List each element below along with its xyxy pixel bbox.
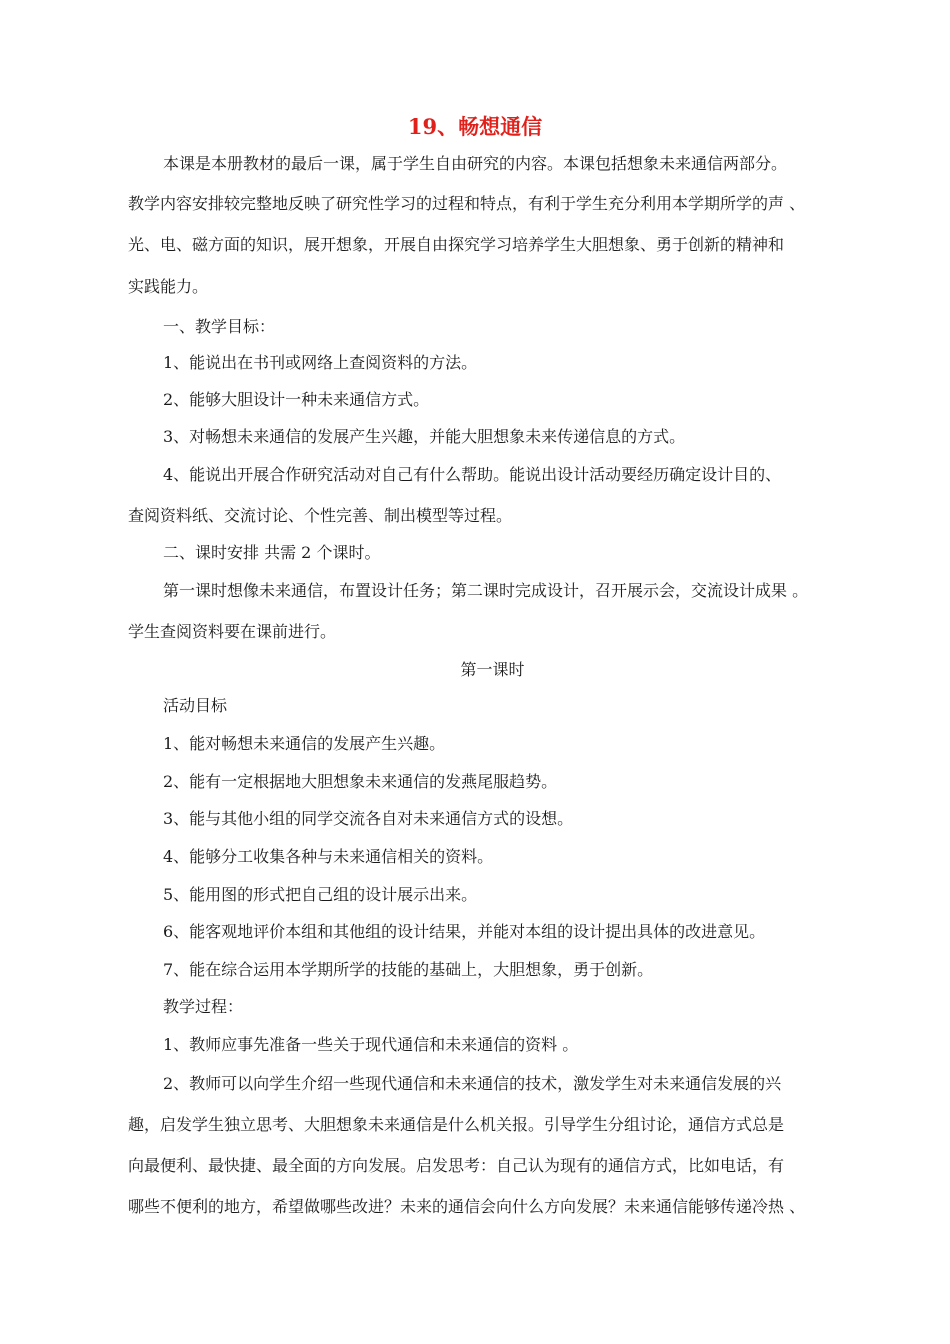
paragraph-line: 教学内容安排较完整地反映了研究性学习的过程和特点，有利于学生充分利用本学期所学的声 、 <box>128 194 806 213</box>
paragraph-line: 趣，启发学生独立思考、大胆想象未来通信是什么机关报。引导学生分组讨论，通信方式总是 <box>128 1115 785 1134</box>
list-item-continued: 查阅资料纸、交流讨论、个性完善、制出模型等过程。 <box>128 506 513 525</box>
list-item: 2、能够大胆设计一种未来通信方式。 <box>163 390 430 409</box>
list-item: 5、能用图的形式把自己组的设计展示出来。 <box>163 885 478 904</box>
list-item: 4、能说出开展合作研究活动对自己有什么帮助。能说出设计活动要经历确定设计目的、 <box>163 465 782 484</box>
paragraph-line: 哪些不便利的地方，希望做哪些改进？未来的通信会向什么方向发展？未来通信能够传递冷热 、 <box>128 1197 806 1216</box>
list-item: 2、能有一定根据地大胆想象未来通信的发燕尾服趋势。 <box>163 772 558 791</box>
section-heading: 活动目标 <box>163 696 228 715</box>
list-item: 1、能对畅想未来通信的发展产生兴趣。 <box>163 734 446 753</box>
list-item: 6、能客观地评价本组和其他组的设计结果，并能对本组的设计提出具体的改进意见。 <box>163 922 766 941</box>
paragraph-line: 本课是本册教材的最后一课，属于学生自由研究的内容。本课包括想象未来通信两部分。 <box>163 154 788 173</box>
paragraph-line: 第一课时想像未来通信，布置设计任务；第二课时完成设计，召开展示会，交流设计成果 。 <box>163 581 809 600</box>
document-title: 19、畅想通信 <box>407 114 543 139</box>
list-item: 3、能与其他小组的同学交流各自对未来通信方式的设想。 <box>163 809 574 828</box>
list-item: 1、能说出在书刊或网络上查阅资料的方法。 <box>163 353 478 372</box>
list-item: 1、教师应事先准备一些关于现代通信和未来通信的资料 。 <box>163 1035 579 1054</box>
subheading-first-lesson: 第一课时 <box>460 660 525 679</box>
list-item: 3、对畅想未来通信的发展产生兴趣，并能大胆想象未来传递信息的方式。 <box>163 427 686 446</box>
list-item: 4、能够分工收集各种与未来通信相关的资料。 <box>163 847 494 866</box>
paragraph-line: 向最便利、最快捷、最全面的方向发展。启发思考：自己认为现有的通信方式，比如电话，有 <box>128 1156 785 1175</box>
paragraph-line: 实践能力。 <box>128 277 209 296</box>
section-heading: 教学过程： <box>163 997 244 1016</box>
paragraph-line: 学生查阅资料要在课前进行。 <box>128 622 337 641</box>
list-item: 2、教师可以向学生介绍一些现代通信和未来通信的技术，激发学生对未来通信发展的兴 <box>163 1074 782 1093</box>
section-heading: 二、课时安排 共需 2 个课时。 <box>163 543 381 562</box>
list-item: 7、能在综合运用本学期所学的技能的基础上，大胆想象，勇于创新。 <box>163 960 654 979</box>
paragraph-line: 光、电、磁方面的知识，展开想象，开展自由探究学习培养学生大胆想象、勇于创新的精神和 <box>128 235 785 254</box>
section-heading: 一、教学目标： <box>163 317 276 336</box>
